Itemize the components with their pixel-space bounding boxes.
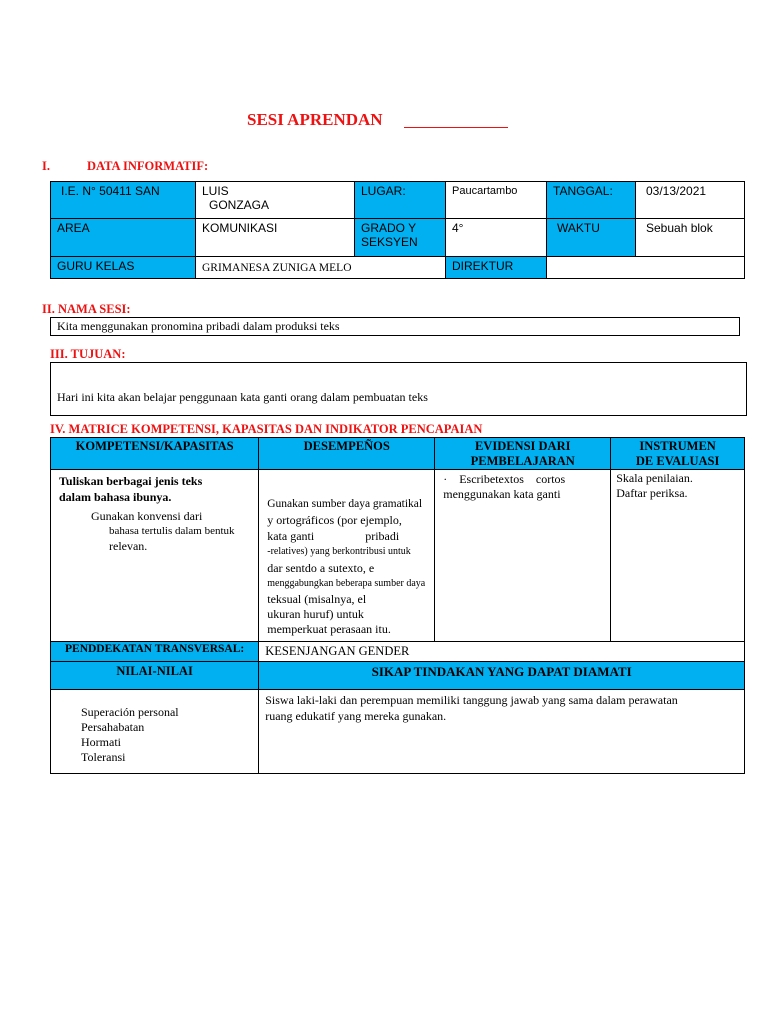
pendekatan-label: PENDDEKATAN TRANSVERSAL:: [51, 642, 259, 662]
desempenos-header: DESEMPEÑOS: [259, 438, 435, 470]
direktur-label: DIREKTUR: [446, 257, 547, 279]
guru-value: GRIMANESA ZUNIGA MELO: [196, 257, 446, 279]
section3-label: III. TUJUAN:: [50, 347, 126, 361]
kompetensi-header: KOMPETENSI/KAPASITAS: [51, 438, 259, 470]
tujuan-text: Hari ini kita akan belajar penggunaan kata ganti orang dalam pembuatan teks: [57, 390, 428, 404]
sikap-cell: Siswa laki-laki dan perempuan memiliki tanggung jawab yang sama dalam perawatan ruang edukatif yang mereka gunakan.: [259, 690, 745, 774]
grado-label: GRADO Y SEKSYEN: [355, 219, 446, 257]
kompetensi-table: [50, 437, 745, 774]
section4-label: IV. MATRICE KOMPETENSI, KAPASITAS DAN INDIKATOR PENCAPAIAN: [50, 422, 483, 436]
nilai-item: Superación personal: [81, 705, 179, 719]
direktur-value: [547, 257, 745, 279]
nilai-list: [51, 690, 259, 774]
evidensi-cell: · Escribetextos cortos menggunakan kata ganti: [435, 470, 611, 642]
waktu-value: Sebuah blok: [636, 219, 745, 257]
nilai-item: Hormati: [81, 735, 121, 749]
evidensi-header: EVIDENSI DARI PEMBELAJARAN: [435, 438, 611, 470]
ie-label: I.E. N° 50411 SAN: [51, 182, 196, 219]
waktu-label: WAKTU: [547, 219, 636, 257]
instrumen-header: INSTRUMEN DE EVALUASI: [611, 438, 745, 470]
nilai-header: NILAI-NILAI: [51, 662, 259, 690]
desempeno-cell: Gunakan sumber daya gramatikal y ortográficos (por ejemplo, kata ganti pribadi -relatives) yang berkontribusi untuk dar sentdo a sutexto, e menggabungkan beberapa sumber daya teksual (misalnya, el ukuran huruf) untuk memperkuat perasaan itu.: [259, 470, 435, 642]
instrumen-cell: Skala penilaian. Daftar periksa.: [611, 470, 745, 642]
nilai-item: Toleransi: [81, 750, 126, 764]
pendekatan-value: KESENJANGAN GENDER: [259, 642, 745, 662]
grado-value: 4°: [446, 219, 547, 257]
section1-number: I.: [42, 159, 50, 173]
title-underline: [404, 127, 508, 128]
tanggal-label: TANGGAL:: [547, 182, 636, 219]
page-title: SESI APRENDAN: [247, 110, 383, 129]
section1-label: DATA INFORMATIF:: [87, 159, 209, 173]
area-value: KOMUNIKASI: [196, 219, 355, 257]
section2-label: II. NAMA SESI:: [42, 302, 131, 316]
tujuan-box: [50, 362, 747, 416]
guru-label: GURU KELAS: [51, 257, 196, 279]
lugar-value: Paucartambo: [446, 182, 547, 219]
ie-value: LUIS GONZAGA: [196, 182, 355, 219]
nilai-item: Persahabatan: [81, 720, 145, 734]
info-table: [50, 181, 745, 279]
tanggal-value: 03/13/2021: [636, 182, 745, 219]
lugar-label: LUGAR:: [355, 182, 446, 219]
sikap-header: SIKAP TINDAKAN YANG DAPAT DIAMATI: [259, 662, 745, 690]
nama-sesi-box: Kita menggunakan pronomina pribadi dalam produksi teks: [50, 317, 740, 336]
kompetensi-cell: Tuliskan berbagai jenis teks dalam bahasa ibunya. Gunakan konvensi dari bahasa tertulis dalam bentuk relevan.: [51, 470, 259, 642]
area-label: AREA: [51, 219, 196, 257]
